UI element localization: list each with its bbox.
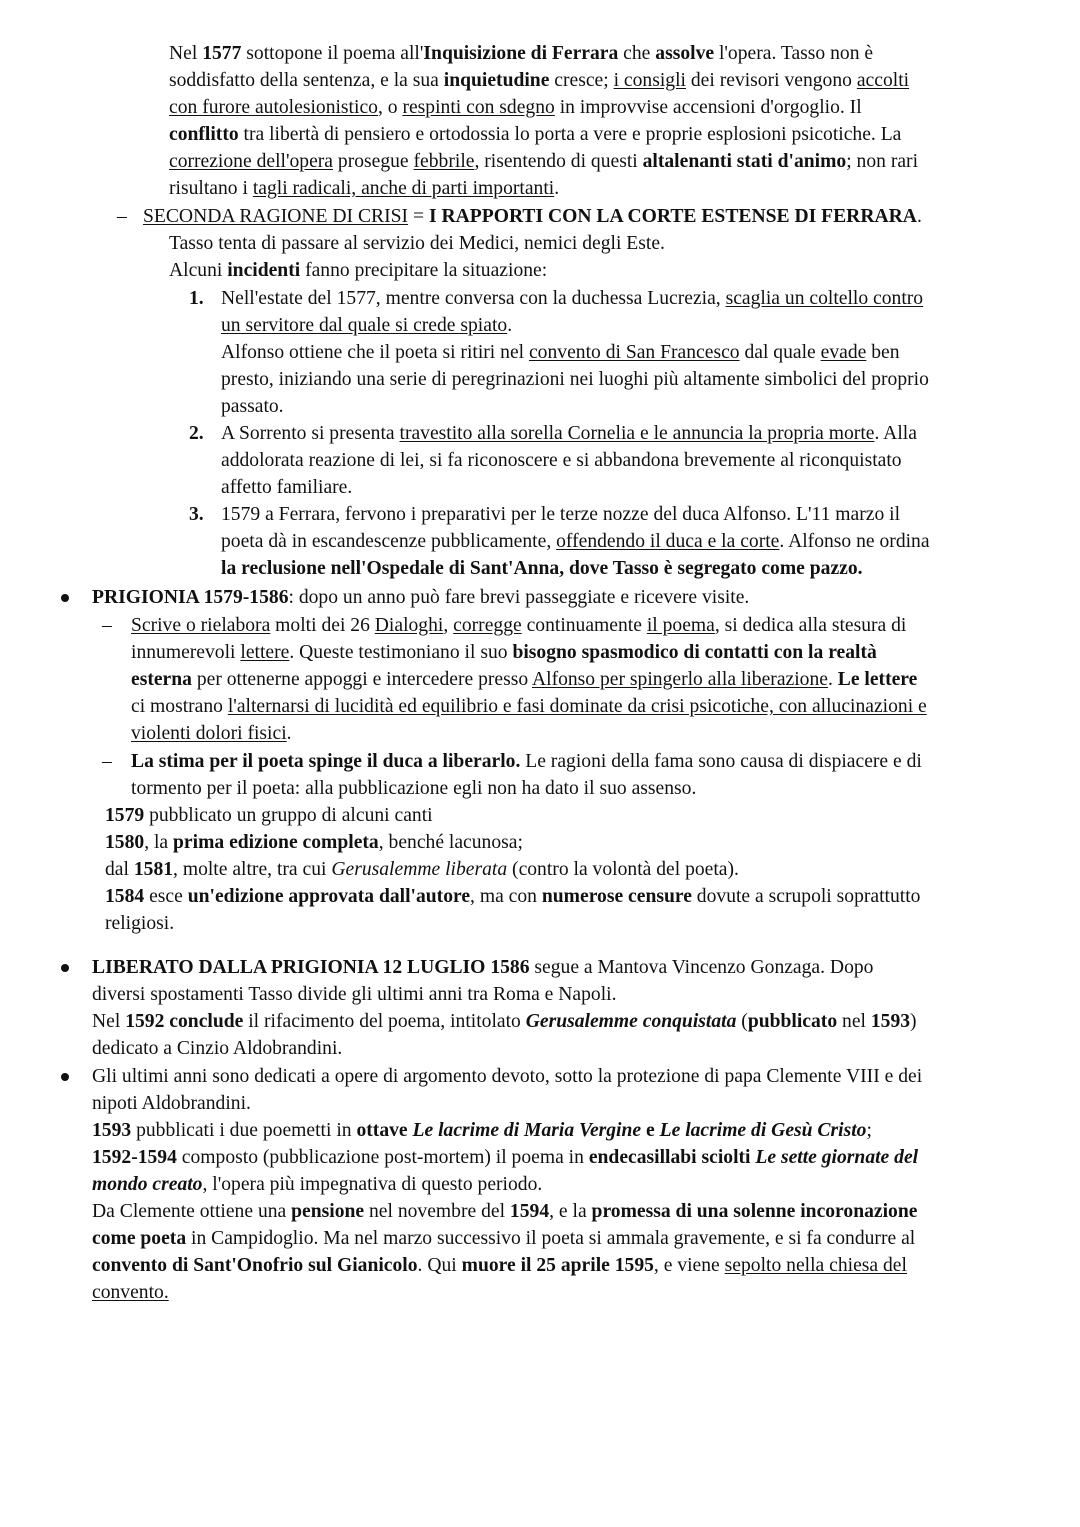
bullet-icon xyxy=(61,964,69,972)
list-item-line: presto, iniziando una serie di peregrinazioni nei luoghi più altamente simbolici del proprio xyxy=(221,369,929,390)
paragraph-line: correzione dell'opera prosegue febbrile, risentendo di questi altalenanti stati d'animo; non rari xyxy=(169,151,919,172)
list-item-line: 1579 a Ferrara, fervono i preparativi per le terze nozze del duca Alfonso. L'11 marzo il xyxy=(221,504,901,525)
paragraph-line: mondo creato, l'opera più impegnativa di questo periodo. xyxy=(92,1174,543,1195)
paragraph-line: La stima per il poeta spinge il duca a liberarlo. Le ragioni della fama sono causa di dispiacere e di xyxy=(131,751,922,772)
paragraph-line: convento. xyxy=(92,1282,169,1303)
paragraph-line: soddisfatto della sentenza, e la sua inquietudine cresce; i consigli dei revisori vengono accolti xyxy=(169,70,910,91)
list-item-line: addolorata reazione di lei, si fa riconoscere e si abbandona brevemente al riconquistato xyxy=(221,450,902,471)
paragraph-line: con furore autolesionistico, o respinti con sdegno in improvvise accensioni d'orgoglio. Il xyxy=(169,97,862,118)
list-item-line: la reclusione nell'Ospedale di Sant'Anna, dove Tasso è segregato come pazzo. xyxy=(221,558,863,579)
paragraph-line: violenti dolori fisici. xyxy=(131,723,292,744)
paragraph-line: convento di Sant'Onofrio sul Gianicolo. Qui muore il 25 aprile 1595, e viene sepolto nella chiesa del xyxy=(92,1255,907,1276)
paragraph-line: dedicato a Cinzio Aldobrandini. xyxy=(92,1038,343,1059)
section-heading: PRIGIONIA 1579-1586: dopo un anno può fare brevi passeggiate e ricevere visite. xyxy=(92,587,750,608)
dash-marker: – xyxy=(117,206,127,227)
list-item-line: affetto familiare. xyxy=(221,477,353,498)
timeline-line: religiosi. xyxy=(105,913,175,934)
paragraph-line: 1593 pubblicati i due poemetti in ottave Le lacrime di Maria Vergine e Le lacrime di Gesù Cristo; xyxy=(92,1120,872,1141)
paragraph-line: ci mostrano l'alternarsi di lucidità ed equilibrio e fasi dominate da crisi psicotiche, con allucinazioni e xyxy=(131,696,927,717)
paragraph-line: Da Clemente ottiene una pensione nel novembre del 1594, e la promessa di una solenne incoronazione xyxy=(92,1201,918,1222)
dash-marker: – xyxy=(102,751,112,772)
paragraph-line: Alcuni incidenti fanno precipitare la situazione: xyxy=(169,260,548,281)
list-number: 2. xyxy=(189,423,204,444)
paragraph-line: diversi spostamenti Tasso divide gli ultimi anni tra Roma e Napoli. xyxy=(92,984,617,1005)
paragraph-line: Nel 1592 conclude il rifacimento del poema, intitolato Gerusalemme conquistata (pubblicato nel 1593) xyxy=(92,1011,917,1032)
dash-marker: – xyxy=(102,615,112,636)
timeline-line: 1580, la prima edizione completa, benché lacunosa; xyxy=(105,832,523,853)
paragraph-line: 1592-1594 composto (pubblicazione post-mortem) il poema in endecasillabi sciolti Le sette giornate del xyxy=(92,1147,919,1168)
timeline-line: 1579 pubblicato un gruppo di alcuni canti xyxy=(105,805,433,826)
timeline-line: 1584 esce un'edizione approvata dall'autore, ma con numerose censure dovute a scrupoli soprattutto xyxy=(105,886,921,907)
paragraph-line: esterna per ottenerne appoggi e intercedere presso Alfonso per spingerlo alla liberazione. Le lettere xyxy=(131,669,918,690)
list-item-line: passato. xyxy=(221,396,284,417)
list-item-line: poeta dà in escandescenze pubblicamente, offendendo il duca e la corte. Alfonso ne ordina xyxy=(221,531,930,552)
paragraph-line: conflitto tra libertà di pensiero e ortodossia lo porta a vere e proprie esplosioni psicotiche. La xyxy=(169,124,902,145)
list-item-line: Nell'estate del 1577, mentre conversa con la duchessa Lucrezia, scaglia un coltello contro xyxy=(221,288,924,309)
paragraph-line: risultano i tagli radicali, anche di parti importanti. xyxy=(169,178,560,199)
section-heading: SECONDA RAGIONE DI CRISI = I RAPPORTI CON LA CORTE ESTENSE DI FERRARA. xyxy=(143,206,922,227)
list-number: 1. xyxy=(189,288,204,309)
paragraph-line: Tasso tenta di passare al servizio dei Medici, nemici degli Este. xyxy=(169,233,665,254)
timeline-line: dal 1581, molte altre, tra cui Gerusalemme liberata (contro la volontà del poeta). xyxy=(105,859,739,880)
section-heading: LIBERATO DALLA PRIGIONIA 12 LUGLIO 1586 segue a Mantova Vincenzo Gonzaga. Dopo xyxy=(92,957,874,978)
bullet-icon xyxy=(61,594,69,602)
paragraph-line: Nel 1577 sottopone il poema all'Inquisizione di Ferrara che assolve l'opera. Tasso non è xyxy=(169,43,874,64)
section-heading: Gli ultimi anni sono dedicati a opere di argomento devoto, sotto la protezione di papa Clemente VIII e dei xyxy=(92,1066,923,1087)
paragraph-line: Scrive o rielabora molti dei 26 Dialoghi, corregge continuamente il poema, si dedica alla stesura di xyxy=(131,615,907,636)
bullet-icon xyxy=(61,1073,69,1081)
list-item-line: Alfonso ottiene che il poeta si ritiri nel convento di San Francesco dal quale evade ben xyxy=(221,342,900,363)
list-item-line: un servitore dal quale si crede spiato. xyxy=(221,315,513,336)
list-number: 3. xyxy=(189,504,204,525)
paragraph-line: innumerevoli lettere. Queste testimoniano il suo bisogno spasmodico di contatti con la realtà xyxy=(131,642,877,663)
list-item-line: A Sorrento si presenta travestito alla sorella Cornelia e le annuncia la propria morte. Alla xyxy=(221,423,917,444)
paragraph-line: come poeta in Campidoglio. Ma nel marzo successivo il poeta si ammala gravemente, e si fa condurre al xyxy=(92,1228,916,1249)
paragraph-line: nipoti Aldobrandini. xyxy=(92,1093,251,1114)
paragraph-line: tormento per il poeta: alla pubblicazione egli non ha dato il suo assenso. xyxy=(131,778,697,799)
